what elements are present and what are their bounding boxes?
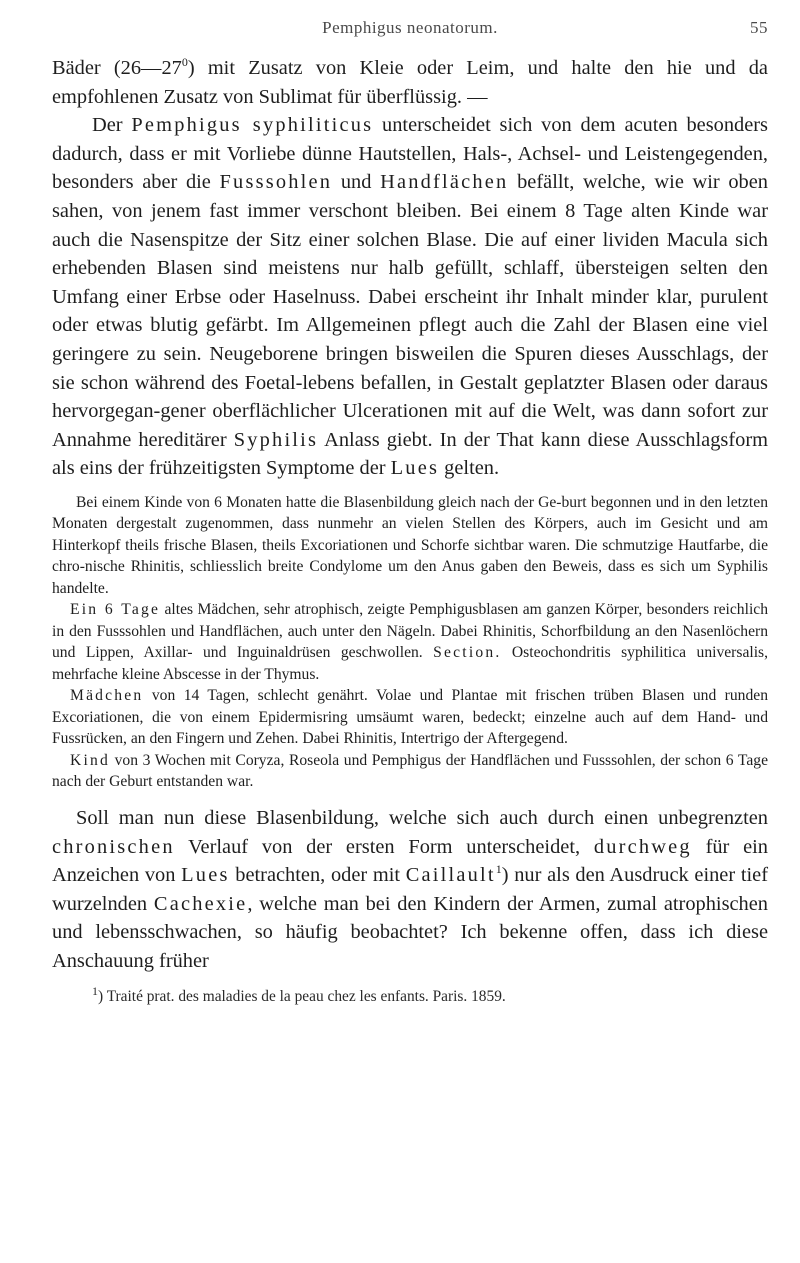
footnote-marker: 1 xyxy=(92,984,98,999)
spaced-term: Ein 6 Tage xyxy=(70,601,161,619)
running-header xyxy=(52,14,768,54)
text-run: von 14 Tagen, schlecht genährt. Volae und Plantae mit frischen trüben Blasen und runden Excoriationen, die von einem Epidermisring umsäumt waren, bedeckt; einzelne auch auf dem Hand- und Fussrücken, an den Fingern und Zehen. Dabei Rhinitis, Intertrigo der Aftergegend. xyxy=(52,687,768,748)
spaced-term: Fusssohlen xyxy=(219,171,333,194)
text-run: Der xyxy=(92,114,132,137)
spaced-term: Pemphigus syphiliticus xyxy=(131,114,374,137)
spaced-term: chronischen xyxy=(52,835,175,858)
footnote-text: ) Traité prat. des maladies de la peau chez les enfants. Paris. 1859. xyxy=(98,988,506,1006)
spaced-term: Lues xyxy=(181,864,230,887)
degree-mark: 0 xyxy=(181,55,188,70)
text-run: ) nur als den Ausdruck einer tief wurzelnden xyxy=(52,864,768,915)
book-page xyxy=(52,14,768,1007)
spaced-term: Cachexie xyxy=(153,892,248,915)
text-run: Verlauf von der ersten Form unterscheidet, xyxy=(174,835,594,858)
main-text xyxy=(52,54,768,483)
text-run: gelten. xyxy=(439,457,500,480)
text-run: unterscheidet sich von dem acuten besonders dadurch, dass er mit Vorliebe dünne Hautstellen, Hals-, Achsel- und Leistengegenden, besonders aber die xyxy=(52,114,768,194)
page-number: 55 xyxy=(750,18,768,37)
text-run: Anlass giebt. In der That kann diese Ausschlagsform als eins der frühzeitigsten Symptome der xyxy=(52,428,768,480)
text-run: und xyxy=(332,171,381,194)
case-note-2 xyxy=(52,599,768,685)
footnote xyxy=(52,984,768,1007)
spaced-term: Section. xyxy=(433,644,502,662)
text-run: für ein Anzeichen von xyxy=(52,835,768,887)
text-run: befällt, welche, wie wir oben sahen, von jenem fast immer verschont bleiben. Bei einem 8 Tage alten Kinde war auch die Nasenspitze der Sitz einer solchen Blase. Die auf einer lividen Macula sich erhebenden Blasen sind meistens nur halb gefüllt, schlaff, übersteigen selten den Umfang einer Erbse oder Haselnuss. Dabei erscheint ihr Inhalt minder klar, purulent oder etwas blutig gefärbt. Im Allgemeinen pflegt auch die Zahl der Blasen eine viel geringere zu sein. Neugeborene bringen bisweilen die Spuren dieses Ausschlags, der sie schon während des Foetal-lebens befallen, in Gestalt geplatzter Blasen oder daraus hervorgegan-gener oberflächlicher Ulcerationen mit auf die Welt, was dann sofort zur Annahme hereditärer xyxy=(52,171,769,451)
spaced-term: Caillault xyxy=(405,864,496,887)
text-run: von 3 Wochen mit Coryza, Roseola und Pemphigus der Handflächen und Fusssohlen, der schon 6 Tage nach der Geburt entstanden war. xyxy=(52,751,768,791)
text-run: ) mit Zusatz von Kleie oder Leim, und halte den hie und da empfohlenen Zusatz von Sublimat für überflüssig. — xyxy=(52,57,768,108)
text-run: Bäder (26—27 xyxy=(52,57,182,79)
case-note-4 xyxy=(52,750,768,793)
paragraph-pemphigus-syphiliticus xyxy=(52,111,768,483)
closing-text xyxy=(52,804,768,976)
case-notes xyxy=(52,492,768,793)
case-note-3 xyxy=(52,685,768,750)
spaced-term: Kind xyxy=(70,751,110,769)
text-run: altes Mädchen, sehr atrophisch, zeigte Pemphigusblasen am ganzen Körper, besonders reichlich in den Fusssohlen und Handflächen, auch unter den Nägeln. Dabei Rhinitis, Schorfbildung an den Nasenlöchern und Lippen, Axillar- und Inguinaldrüsen geschwollen. xyxy=(52,601,768,662)
text-run: , welche man bei den Kindern der Armen, zumal atrophischen und lebensschwachen, so häufig beobachtet? Ich bekenne offen, dass ich diese Anschauung früher xyxy=(52,892,769,972)
spaced-term: Lues xyxy=(390,457,440,480)
spaced-term: Mädchen xyxy=(70,687,144,705)
footnote-ref[interactable]: 1 xyxy=(495,862,502,877)
running-title: Pemphigus neonatorum. xyxy=(322,18,498,37)
case-note-1: Bei einem Kinde von 6 Monaten hatte die Blasenbildung gleich nach der Ge-burt begonnen und in den letzten Monaten dergestalt zugenommen, dass nunmehr an vielen Stellen des Körpers, auch im Gesicht und am Hinterkopf theils frische Blasen, theils Excoriationen und Schorfe sichtbar waren. Die schmutzige Hautfarbe, die chro-nische Rhinitis, schliesslich breite Condylome um den Anus gaben den Beweis, dass es sich um Syphilis handelte. xyxy=(52,493,768,597)
text-run: betrachten, oder mit xyxy=(229,864,406,887)
text-run: Osteochondritis syphilitica universalis, mehrfache kleine Abscesse in der Thymus. xyxy=(52,644,768,683)
spaced-term: Syphilis xyxy=(233,428,319,451)
paragraph-baths xyxy=(52,54,768,111)
spaced-term: Handflächen xyxy=(380,171,509,194)
spaced-term: durchweg xyxy=(593,835,692,858)
paragraph-question xyxy=(52,804,768,976)
text-run: Soll man nun diese Blasenbildung, welche sich auch durch einen unbegrenzten xyxy=(76,806,768,829)
